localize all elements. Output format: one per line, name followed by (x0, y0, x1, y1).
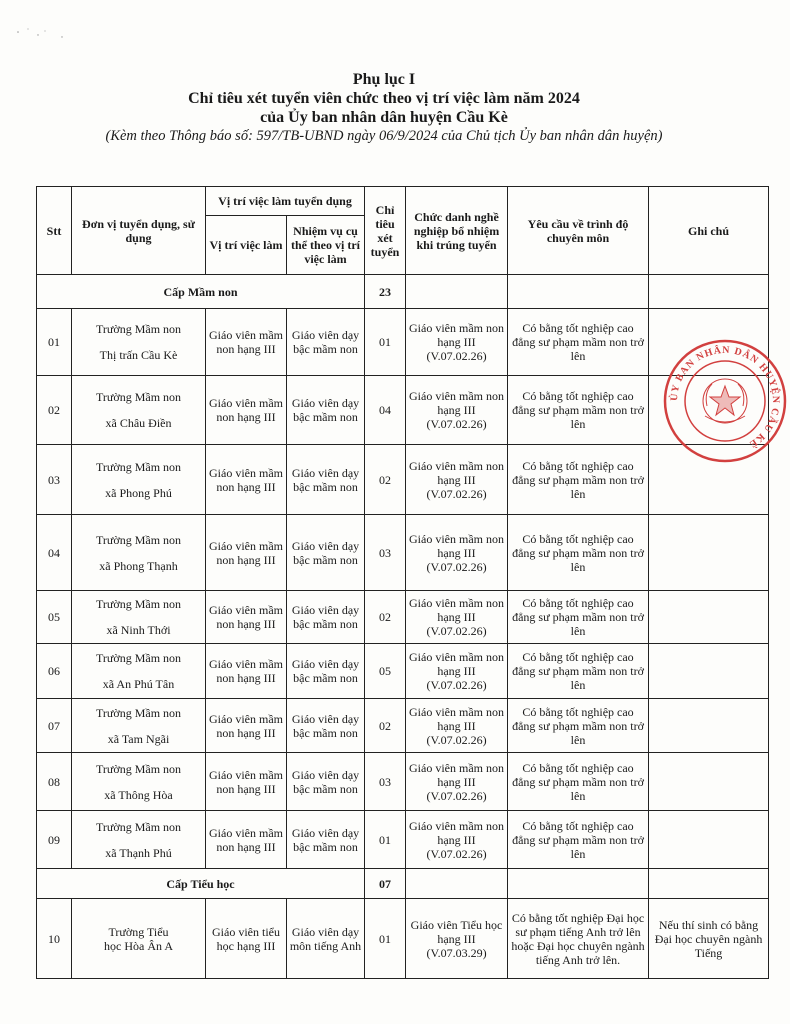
cell-note (649, 811, 769, 869)
cell-stt: 02 (37, 376, 72, 445)
cell-position: Giáo viên mầm non hạng III (206, 644, 287, 699)
cell-title: Giáo viên Tiểu học hạng III (V.07.03.29) (406, 899, 508, 979)
cell-requirement: Có bằng tốt nghiệp cao đẳng sư phạm mầm non trở lên (508, 309, 649, 376)
cell-unit: Trường Mầm non xã Phong Thạnh (72, 515, 206, 591)
appendix-title: Phụ lục I (352, 71, 416, 88)
cell-title: Giáo viên mầm non hạng III (V.07.02.26) (406, 699, 508, 753)
cell-task: Giáo viên dạy bậc mầm non (287, 591, 365, 644)
cell-quota: 04 (365, 376, 406, 445)
table-row (37, 591, 769, 644)
cell-stt: 04 (37, 515, 72, 591)
cell-note (649, 591, 769, 644)
table-row (37, 515, 769, 591)
cell-position: Giáo viên mầm non hạng III (206, 376, 287, 445)
cell-stt: 01 (37, 309, 72, 376)
cell-position: Giáo viên mầm non hạng III (206, 591, 287, 644)
cell-quota: 01 (365, 309, 406, 376)
document-subtitle: của Ủy ban nhân dân huyện Cầu Kè (260, 109, 508, 126)
header-quota: Chỉ tiêu xét tuyển (365, 187, 406, 275)
recruitment-table (36, 186, 769, 979)
cell-unit: Trường Mầm non Thị trấn Cầu Kè (72, 309, 206, 376)
cell-requirement: Có bằng tốt nghiệp cao đẳng sư phạm mầm non trở lên (508, 644, 649, 699)
cell-title: Giáo viên mầm non hạng III (V.07.02.26) (406, 753, 508, 811)
cell-requirement: Có bằng tốt nghiệp cao đẳng sư phạm mầm non trở lên (508, 699, 649, 753)
cell-quota: 01 (365, 811, 406, 869)
section-name: Cấp Tiểu học (37, 869, 365, 899)
section-row-primary (37, 869, 769, 899)
cell-stt: 10 (37, 899, 72, 979)
cell-unit: Trường Tiểu học Hòa Ân A (72, 899, 206, 979)
cell-requirement: Có bằng tốt nghiệp cao đẳng sư phạm mầm non trở lên (508, 753, 649, 811)
cell-position: Giáo viên mầm non hạng III (206, 699, 287, 753)
cell-title: Giáo viên mầm non hạng III (V.07.02.26) (406, 811, 508, 869)
document-header (0, 70, 768, 146)
table-row (37, 644, 769, 699)
cell-position: Giáo viên mầm non hạng III (206, 445, 287, 515)
table-row (37, 376, 769, 445)
cell-stt: 03 (37, 445, 72, 515)
cell-task: Giáo viên dạy bậc mầm non (287, 753, 365, 811)
cell-requirement: Có bằng tốt nghiệp Đại học sư phạm tiếng Anh trở lên hoặc Đại học chuyên ngành tiếng Anh trở lên. (508, 899, 649, 979)
cell-note (649, 699, 769, 753)
cell-stt: 07 (37, 699, 72, 753)
cell-unit: Trường Mầm non xã Ninh Thới (72, 591, 206, 644)
cell-title: Giáo viên mầm non hạng III (V.07.02.26) (406, 644, 508, 699)
cell-note (649, 753, 769, 811)
cell-task: Giáo viên dạy bậc mầm non (287, 309, 365, 376)
table-row (37, 753, 769, 811)
cell-quota: 05 (365, 644, 406, 699)
header-requirement: Yêu cầu về trình độ chuyên môn (508, 187, 649, 275)
cell-quota: 03 (365, 515, 406, 591)
cell-note: Nếu thí sinh có bằng Đại học chuyên ngành Tiếng (649, 899, 769, 979)
cell-title: Giáo viên mầm non hạng III (V.07.02.26) (406, 445, 508, 515)
cell-position: Giáo viên tiểu học hạng III (206, 899, 287, 979)
document-title: Chỉ tiêu xét tuyển viên chức theo vị trí việc làm năm 2024 (188, 90, 580, 107)
cell-task: Giáo viên dạy bậc mầm non (287, 811, 365, 869)
seal-text: ỦY BAN NHÂN DÂN HUYỆN CẦU KÈ (668, 344, 782, 450)
cell-unit: Trường Mầm non xã Phong Phú (72, 445, 206, 515)
document-reference: (Kèm theo Thông báo số: 597/TB-UBND ngày 06/9/2024 của Chủ tịch Ủy ban nhân dân huyện) (105, 128, 663, 144)
cell-stt: 09 (37, 811, 72, 869)
table-row (37, 309, 769, 376)
cell-requirement: Có bằng tốt nghiệp cao đẳng sư phạm mầm non trở lên (508, 811, 649, 869)
cell-stt: 06 (37, 644, 72, 699)
cell-stt: 08 (37, 753, 72, 811)
cell-quota: 02 (365, 591, 406, 644)
cell-task: Giáo viên dạy bậc mầm non (287, 376, 365, 445)
cell-task: Giáo viên dạy môn tiếng Anh (287, 899, 365, 979)
header-title: Chức danh nghề nghiệp bổ nhiệm khi trúng tuyển (406, 187, 508, 275)
cell-quota: 02 (365, 445, 406, 515)
table-row (37, 699, 769, 753)
cell-task: Giáo viên dạy bậc mầm non (287, 644, 365, 699)
section-total: 07 (365, 869, 406, 899)
header-note: Ghi chú (649, 187, 769, 275)
cell-position: Giáo viên mầm non hạng III (206, 515, 287, 591)
section-total: 23 (365, 275, 406, 309)
cell-title: Giáo viên mầm non hạng III (V.07.02.26) (406, 309, 508, 376)
cell-position: Giáo viên mầm non hạng III (206, 753, 287, 811)
cell-unit: Trường Mầm non xã An Phú Tân (72, 644, 206, 699)
cell-note (649, 515, 769, 591)
section-name: Cấp Mầm non (37, 275, 365, 309)
cell-requirement: Có bằng tốt nghiệp cao đẳng sư phạm mầm non trở lên (508, 515, 649, 591)
cell-task: Giáo viên dạy bậc mầm non (287, 445, 365, 515)
header-unit: Đơn vị tuyển dụng, sử dụng (72, 187, 206, 275)
header-stt: Stt (37, 187, 72, 275)
cell-quota: 01 (365, 899, 406, 979)
cell-unit: Trường Mầm non xã Tam Ngãi (72, 699, 206, 753)
cell-task: Giáo viên dạy bậc mầm non (287, 515, 365, 591)
cell-quota: 03 (365, 753, 406, 811)
cell-stt: 05 (37, 591, 72, 644)
cell-requirement: Có bằng tốt nghiệp cao đẳng sư phạm mầm non trở lên (508, 376, 649, 445)
cell-task: Giáo viên dạy bậc mầm non (287, 699, 365, 753)
emblem-icon (703, 379, 747, 423)
header-position-group: Vị trí việc làm tuyển dụng (206, 187, 365, 216)
cell-title: Giáo viên mầm non hạng III (V.07.02.26) (406, 591, 508, 644)
section-row-preschool (37, 275, 769, 309)
cell-note (649, 644, 769, 699)
cell-position: Giáo viên mầm non hạng III (206, 811, 287, 869)
cell-unit: Trường Mầm non xã Thạnh Phú (72, 811, 206, 869)
cell-requirement: Có bằng tốt nghiệp cao đẳng sư phạm mầm non trở lên (508, 591, 649, 644)
table-row (37, 899, 769, 979)
cell-unit: Trường Mầm non xã Thông Hòa (72, 753, 206, 811)
cell-title: Giáo viên mầm non hạng III (V.07.02.26) (406, 376, 508, 445)
scan-specks (14, 24, 74, 44)
cell-quota: 02 (365, 699, 406, 753)
header-task: Nhiệm vụ cụ thể theo vị trí việc làm (287, 216, 365, 275)
cell-position: Giáo viên mầm non hạng III (206, 309, 287, 376)
cell-unit: Trường Mầm non xã Châu Điền (72, 376, 206, 445)
header-position: Vị trí việc làm (206, 216, 287, 275)
table-header (37, 187, 769, 275)
table-row (37, 445, 769, 515)
table-row (37, 811, 769, 869)
cell-title: Giáo viên mầm non hạng III (V.07.02.26) (406, 515, 508, 591)
cell-requirement: Có bằng tốt nghiệp cao đẳng sư phạm mầm non trở lên (508, 445, 649, 515)
official-seal (660, 336, 790, 466)
